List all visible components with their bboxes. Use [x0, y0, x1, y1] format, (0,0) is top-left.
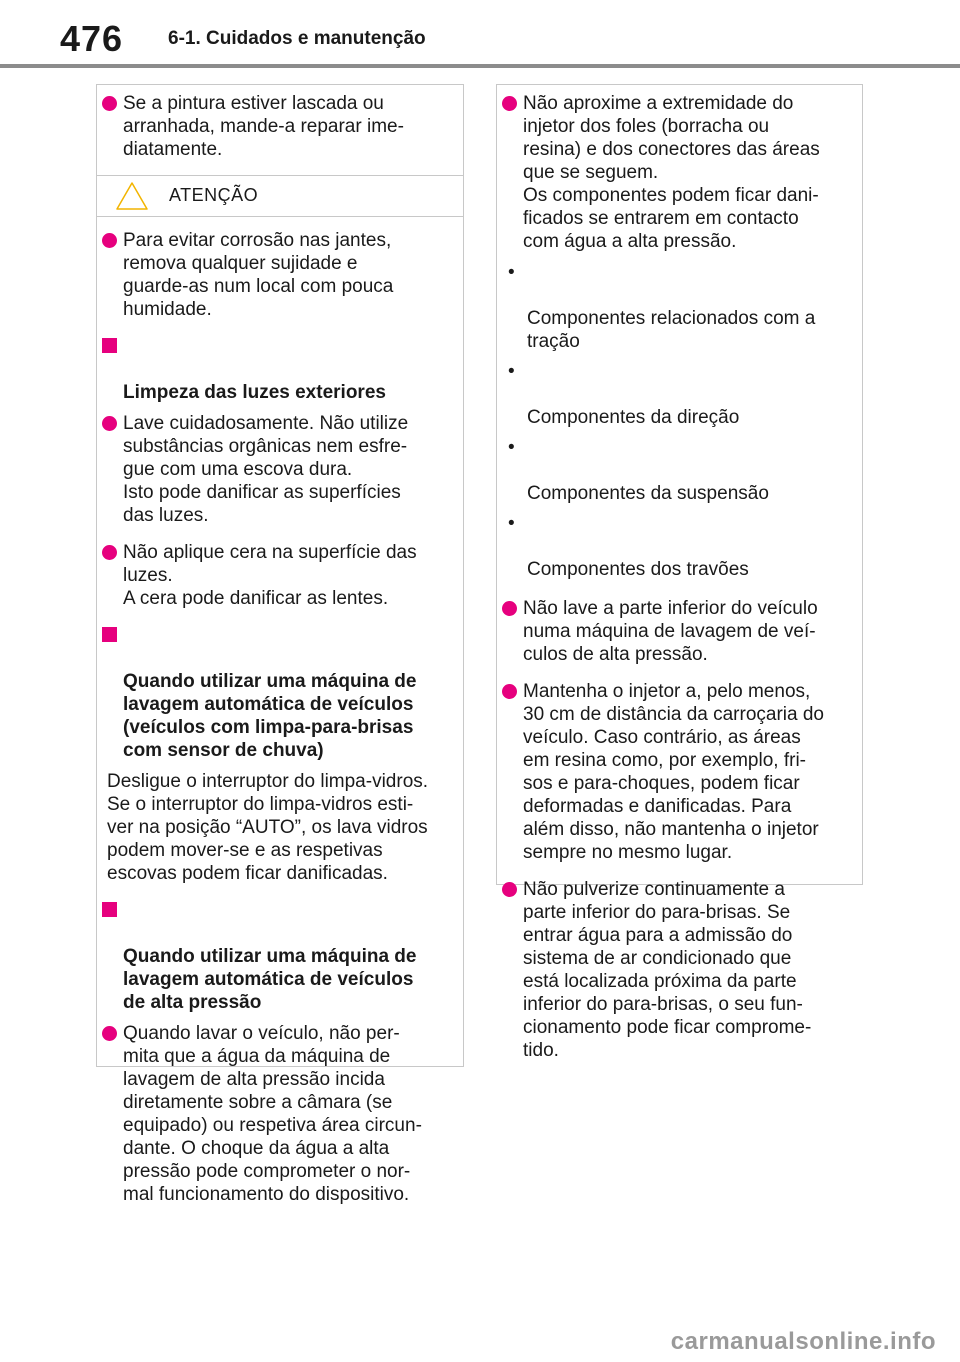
circle-bullet-icon — [502, 684, 517, 699]
section-heading: Quando utilizar uma máquina de lavagem automática de veículos de alta pressão — [101, 899, 447, 1014]
section-heading: Limpeza das luzes exteriores — [101, 335, 447, 404]
circle-bullet-icon — [102, 416, 117, 431]
list-item: Não aplique cera na superfície das luzes. A cera pode danificar as lentes. — [101, 541, 447, 610]
list-item: Mantenha o injetor a, pelo menos, 30 cm de distância da carroçaria do veículo. Caso contrário, as áreas em resina como, por exemplo, fri- sos e para-choques, podem ficar deformadas e danificadas. Para além disso, não mantenha o injetor sempre no mesmo lugar. — [501, 680, 846, 864]
circle-bullet-icon — [102, 233, 117, 248]
section-heading: Quando utilizar uma máquina de lavagem automática de veículos (veículos com limpa-para-brisas com sensor de chuva) — [101, 624, 447, 762]
circle-bullet-icon — [102, 96, 117, 111]
component-list-item: • Componentes da suspensão — [508, 437, 769, 504]
section-title: 6-1. Cuidados e manutenção — [168, 28, 426, 49]
component-list-item: • Componentes relacionados com a tração — [508, 262, 816, 352]
component-list-item: • Componentes da direção — [508, 361, 740, 428]
list-item: Para evitar corrosão nas jantes, remova qualquer sujidade e guarde-as num local com pouca humidade. — [101, 229, 447, 321]
circle-bullet-icon — [502, 96, 517, 111]
circle-bullet-icon — [102, 1026, 117, 1041]
list-item: Não lave a parte inferior do veículo numa máquina de lavagem de veí- culos de alta pressão. — [501, 597, 846, 666]
list-item: Quando lavar o veículo, não per- mita que a água da máquina de lavagem de alta pressão incida diretamente sobre a câmara (se equipado) ou respetiva área circun- dante. O choque da água a alta pressão pode comprometer o nor- mal funcionamento do dispositivo. — [101, 1022, 447, 1206]
warning-triangle-icon — [115, 181, 149, 211]
header-divider — [0, 64, 960, 68]
warning-label: ATENÇÃO — [169, 185, 259, 205]
paragraph: Desligue o interruptor do limpa-vidros. Se o interruptor do limpa-vidros esti- ver na posição “AUTO”, os lava vidros podem mover-se e as respetivas escovas podem ficar danificadas. — [107, 771, 429, 884]
square-bullet-icon — [102, 627, 117, 642]
list-item: Não aproxime a extremidade do injetor dos foles (borracha ou resina) e dos conectores das áreas que se seguem. Os componentes podem ficar dani- ficados se entrarem em contacto com água a alta pressão. — [501, 92, 846, 253]
circle-bullet-icon — [502, 882, 517, 897]
square-bullet-icon — [102, 902, 117, 917]
page-header — [0, 0, 960, 68]
right-column-box — [496, 84, 863, 1061]
list-item: Lave cuidadosamente. Não utilize substâncias orgânicas nem esfre- gue com uma escova dura. Isto pode danificar as superfícies das luzes. — [101, 412, 447, 527]
page-number: 476 — [60, 18, 124, 59]
left-column-box — [96, 84, 464, 1205]
circle-bullet-icon — [502, 601, 517, 616]
list-item: Não pulverize continuamente a parte inferior do para-brisas. Se entrar água para a admissão do sistema de ar condicionado que está localizada próxima da parte inferior do para-brisas, o seu fun- cionamento pode ficar comprome- tido. — [501, 878, 846, 1062]
square-bullet-icon — [102, 338, 117, 353]
component-list-item: • Componentes dos travões — [508, 513, 749, 580]
circle-bullet-icon — [102, 545, 117, 560]
watermark: carmanualsonline.info — [670, 1328, 936, 1355]
list-item: Se a pintura estiver lascada ou arranhada, mande-a reparar ime- diatamente. — [101, 92, 447, 161]
warning-banner — [97, 175, 463, 217]
